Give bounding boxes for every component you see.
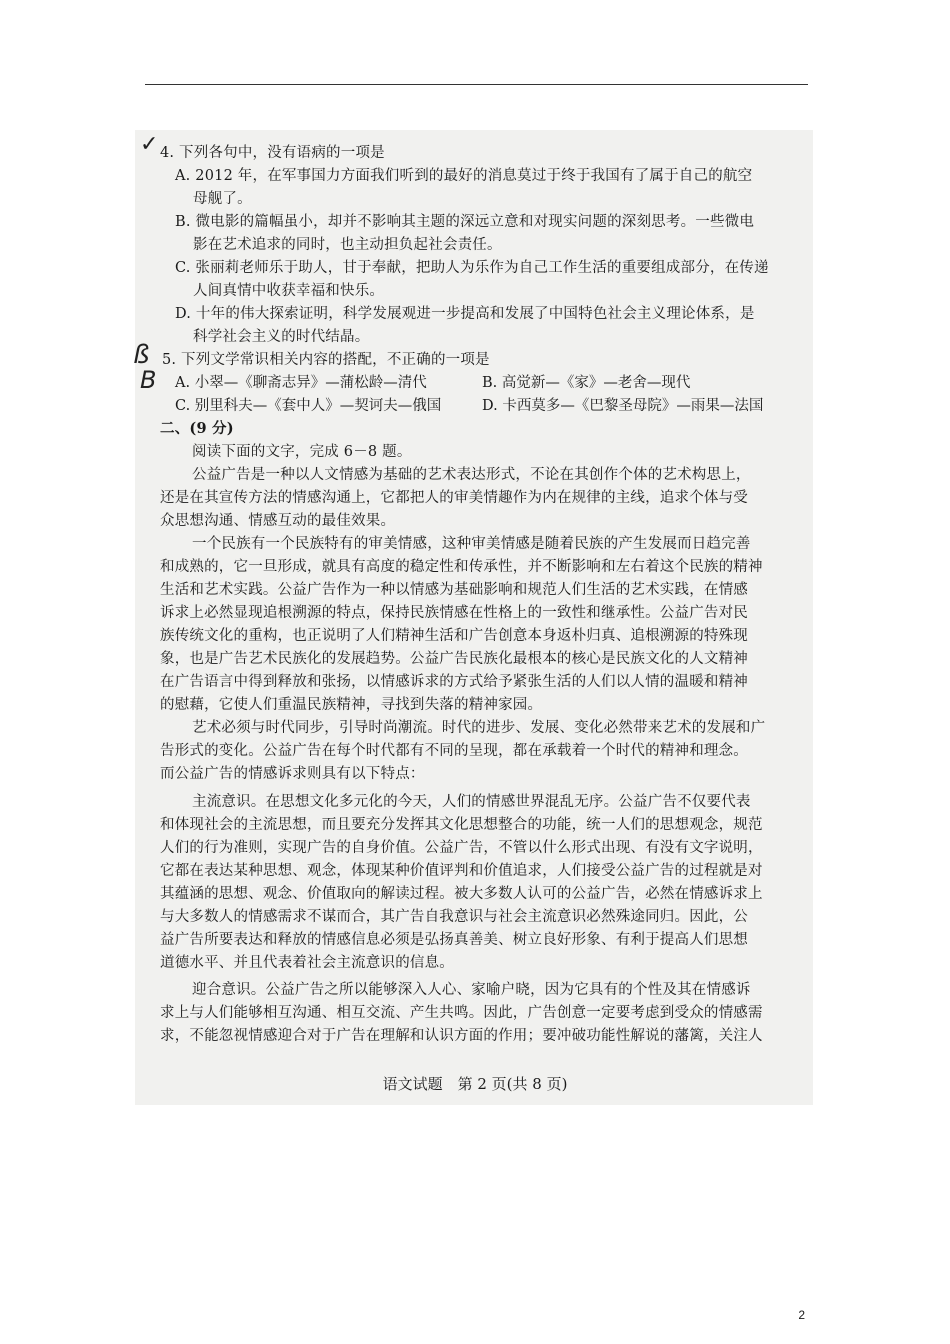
q4-option-d-cont: 科学社会主义的时代结晶。 (193, 329, 370, 345)
passage-line: 的慰藉，它使人们重温民族精神，寻找到失落的精神家园。 (160, 697, 543, 713)
q5-option-a: A. 小翠—《聊斋志异》—蒲松龄—清代 (175, 375, 427, 391)
passage-line: 求，不能忽视情感迎合对于广告在理解和认识方面的作用；要冲破功能性解说的藩篱，关注人 (160, 1028, 763, 1044)
section-instruction: 阅读下面的文字，完成 6－8 题。 (192, 444, 412, 460)
q4-option-c: C. 张丽莉老师乐于助人，甘于奉献，把助人为乐作为自己工作生活的重要组成部分，在传递 (175, 260, 769, 276)
handwritten-check-mark: ✓ (140, 132, 159, 157)
handwritten-scribble-mark: ß (133, 340, 150, 370)
q5-option-c: C. 别里科夫—《套中人》—契诃夫—俄国 (175, 398, 442, 414)
passage-line: 而公益广告的情感诉求则具有以下特点： (160, 766, 425, 782)
passage-line: 迎合意识。公益广告之所以能够深入人心、家喻户晓，因为它具有的个性及其在情感诉 (192, 982, 751, 998)
page-footer: 语文试题 第 2 页(共 8 页) (382, 1075, 568, 1093)
passage-line: 主流意识。在思想文化多元化的今天，人们的情感世界混乱无序。公益广告不仅要代表 (192, 794, 751, 810)
passage-line: 和体现社会的主流思想，而且要充分发挥其文化思想整合的功能，统一人们的思想观念，规范 (160, 817, 763, 833)
handwritten-answer-mark: B (140, 366, 157, 394)
passage-line: 人们的行为准则，实现广告的自身价值。公益广告，不管以什么形式出现、有没有文字说明， (160, 840, 763, 856)
passage-line: 益广告所要表达和释放的情感信息必须是弘扬真善美、树立良好形象、有利于提高人们思想 (160, 932, 748, 948)
passage-line: 一个民族有一个民族特有的审美情感，这种审美情感是随着民族的产生发展而日趋完善 (192, 536, 751, 552)
question-5-stem: 5. 下列文学常识相关内容的搭配，不正确的一项是 (162, 352, 490, 368)
q4-option-b: B. 微电影的篇幅虽小，却并不影响其主题的深远立意和对现实问题的深刻思考。一些微电 (175, 214, 755, 230)
passage-line: 其蕴涵的思想、观念、价值取向的解读过程。被大多数人认可的公益广告，必然在情感诉求上 (160, 886, 763, 902)
section-title: 二、(9 分) (160, 420, 234, 437)
passage-line: 艺术必须与时代同步，引导时尚潮流。时代的进步、发展、变化必然带来艺术的发展和广 (192, 720, 766, 736)
passage-line: 与大多数人的情感需求不谋而合，其广告自我意识与社会主流意识必然殊途同归。因此，公 (160, 909, 748, 925)
passage-line: 象，也是广告艺术民族化的发展趋势。公益广告民族化最根本的核心是民族文化的人文精神 (160, 651, 748, 667)
passage-line: 在广告语言中得到释放和张扬，以情感诉求的方式给予紧张生活的人们以人情的温暖和精神 (160, 674, 748, 690)
question-4-stem: 4. 下列各句中，没有语病的一项是 (160, 145, 385, 161)
passage-line: 告形式的变化。公益广告在每个时代都有不同的呈现，都在承载着一个时代的精神和理念。 (160, 743, 748, 759)
passage-line: 族传统文化的重构，也正说明了人们精神生活和广告创意本身返朴归真、追根溯源的特殊现 (160, 628, 748, 644)
passage-line: 和成熟的，它一旦形成，就具有高度的稳定性和传承性，并不断影响和左右着这个民族的精神 (160, 559, 763, 575)
passage-line: 众思想沟通、情感互动的最佳效果。 (160, 513, 396, 529)
passage-line: 求上与人们能够相互沟通、相互交流、产生共鸣。因此，广告创意一定要考虑到受众的情感需 (160, 1005, 763, 1021)
header-rule (145, 84, 808, 85)
q4-option-a-cont: 母舰了。 (193, 191, 252, 207)
q5-option-d: D. 卡西莫多—《巴黎圣母院》—雨果—法国 (482, 398, 764, 414)
passage-line: 生活和艺术实践。公益广告作为一种以情感为基础影响和规范人们生活的艺术实践，在情感 (160, 582, 748, 598)
page-number: 2 (798, 1308, 805, 1322)
q5-option-b: B. 高觉新—《家》—老舍—现代 (482, 375, 691, 391)
passage-line: 公益广告是一种以人文情感为基础的艺术表达形式，不论在其创作个体的艺术构思上， (192, 467, 751, 483)
passage-line: 还是在其宣传方法的情感沟通上，它都把人的审美情趣作为内在规律的主线，追求个体与受 (160, 490, 748, 506)
q4-option-a: A. 2012 年，在军事国力方面我们听到的最好的消息莫过于终于我国有了属于自己的航空 (175, 168, 753, 184)
q4-option-b-cont: 影在艺术追求的同时，也主动担负起社会责任。 (193, 237, 502, 253)
q4-option-d: D. 十年的伟大探索证明，科学发展观进一步提高和发展了中国特色社会主义理论体系，是 (175, 306, 755, 322)
passage-line: 它都在表达某种思想、观念，体现某种价值评判和价值追求，人们接受公益广告的过程就是对 (160, 863, 763, 879)
q4-option-c-cont: 人间真情中收获幸福和快乐。 (193, 283, 385, 299)
passage-line: 道德水平、并且代表着社会主流意识的信息。 (160, 955, 454, 971)
passage-line: 诉求上必然显现追根溯源的特点，保持民族情感在性格上的一致性和继承性。公益广告对民 (160, 605, 748, 621)
